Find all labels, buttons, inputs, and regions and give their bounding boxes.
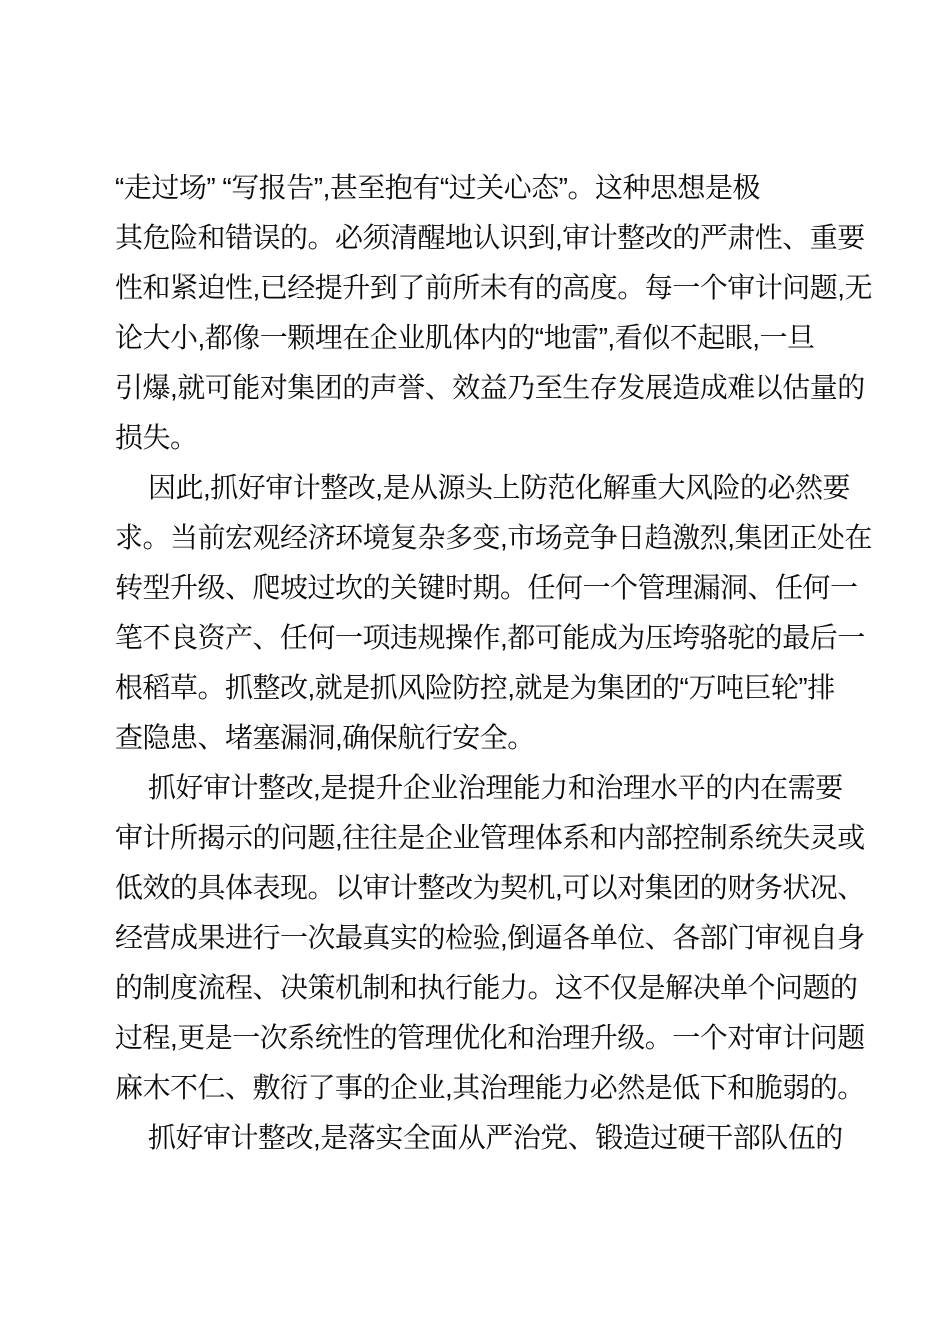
text-line: 性和紧迫性,已经提升到了前所未有的高度。每一个审计问题,无 xyxy=(115,272,873,303)
text-line: 查隐患、堵塞漏洞,确保航行安全。 xyxy=(115,722,535,753)
text-line: 根稻草。抓整改,就是抓风险防控,就是为集团的“万吨巨轮”排 xyxy=(115,672,835,703)
text-line: 麻木不仁、敷衍了事的企业,其治理能力必然是低下和脆弱的。 xyxy=(115,1072,865,1103)
text-line: 笔不良资产、任何一项违规操作,都可能成为压垮骆驼的最后一 xyxy=(115,622,865,653)
text-line: 损失。 xyxy=(115,422,198,453)
text-line: 过程,更是一次系统性的管理优化和治理升级。一个对审计问题 xyxy=(115,1022,865,1053)
text-line: 论大小,都像一颗埋在企业肌体内的“地雷”,看似不起眼,一旦 xyxy=(115,322,815,353)
text-line: 经营成果进行一次最真实的检验,倒逼各单位、各部门审视自身 xyxy=(115,922,865,953)
document-text-block xyxy=(115,163,873,1163)
text-line-paragraph-start: 因此,抓好审计整改,是从源头上防范化解重大风险的必然要 xyxy=(148,472,851,503)
text-line: 引爆,就可能对集团的声誉、效益乃至生存发展造成难以估量的 xyxy=(115,372,865,403)
text-line: “走过场” “写报告”,甚至抱有“过关心态”。这种思想是极 xyxy=(115,172,761,203)
text-line: 低效的具体表现。以审计整改为契机,可以对集团的财务状况、 xyxy=(115,872,865,903)
text-line: 其危险和错误的。必须清醒地认识到,审计整改的严肃性、重要 xyxy=(115,222,865,253)
text-line-paragraph-start: 抓好审计整改,是提升企业治理能力和治理水平的内在需要 xyxy=(148,772,843,803)
text-line: 审计所揭示的问题,往往是企业管理体系和内部控制系统失灵或 xyxy=(115,822,865,853)
text-line-paragraph-start: 抓好审计整改,是落实全面从严治党、锻造过硬干部队伍的 xyxy=(148,1122,843,1153)
text-line: 的制度流程、决策机制和执行能力。这不仅是解决单个问题的 xyxy=(115,972,858,1003)
text-line: 转型升级、爬坡过坎的关键时期。任何一个管理漏洞、任何一 xyxy=(115,572,858,603)
text-line: 求。当前宏观经济环境复杂多变,市场竞争日趋激烈,集团正处在 xyxy=(115,522,873,553)
